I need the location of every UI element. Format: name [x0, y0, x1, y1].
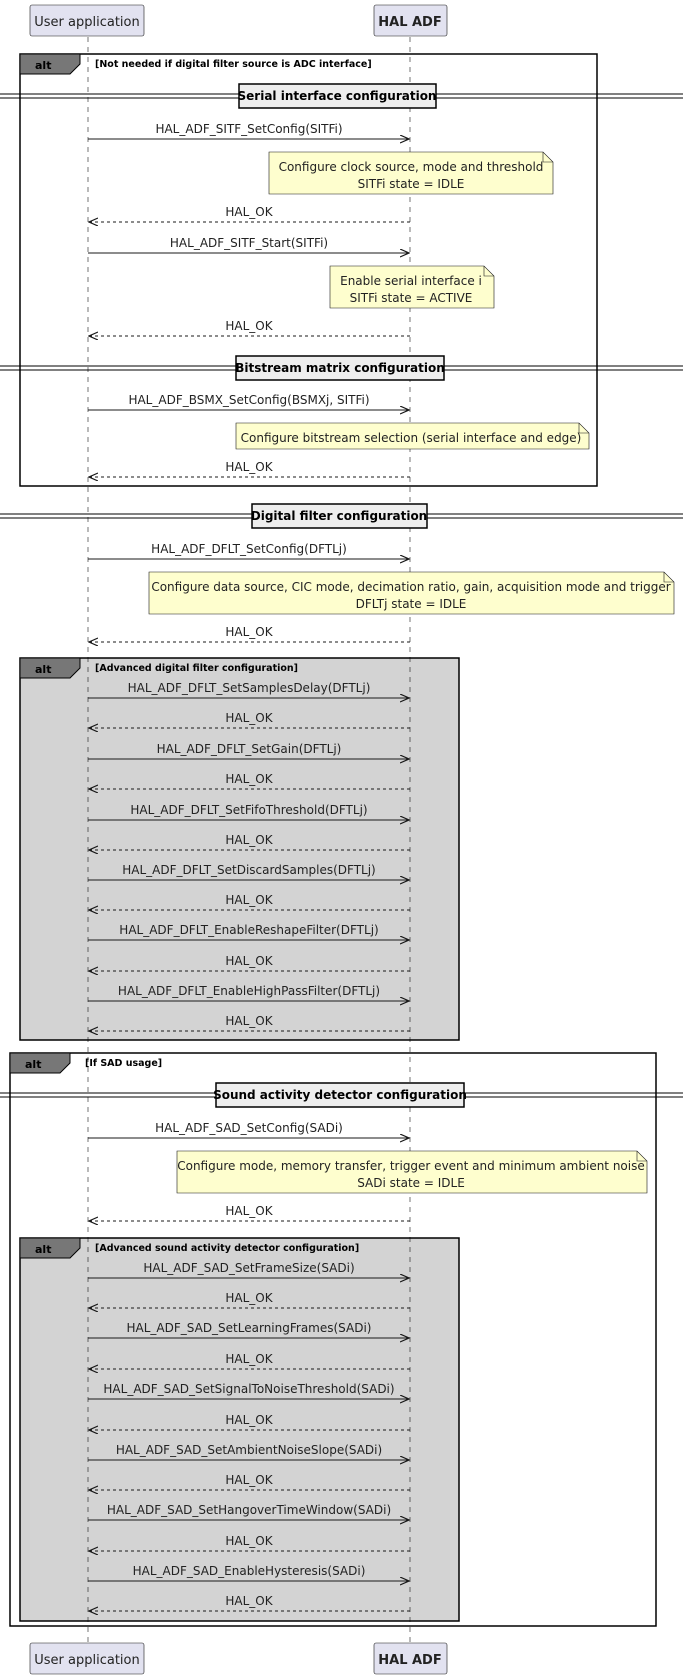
- message-label: HAL_ADF_DFLT_SetDiscardSamples(DFTLj): [122, 863, 376, 877]
- message-label: HAL_OK: [225, 1594, 273, 1608]
- svg-text:SITFi state = IDLE: SITFi state = IDLE: [357, 177, 465, 191]
- message-label: HAL_OK: [225, 1352, 273, 1366]
- message-label: HAL_OK: [225, 1204, 273, 1218]
- message-label: HAL_ADF_SAD_SetAmbientNoiseSlope(SADi): [115, 1443, 383, 1457]
- message-label: HAL_OK: [225, 1473, 273, 1487]
- svg-text:Sound activity detector config: Sound activity detector configuration: [213, 1088, 467, 1102]
- svg-text:Digital filter configuration: Digital filter configuration: [250, 509, 428, 523]
- section-serial-interface: [0, 84, 683, 108]
- message-label: HAL_ADF_DFLT_EnableReshapeFilter(DFTLj): [119, 923, 379, 937]
- return-r3: [89, 460, 410, 477]
- message-label: HAL_OK: [225, 1413, 273, 1427]
- message-label: HAL_OK: [225, 833, 273, 847]
- message-label: HAL_ADF_DFLT_SetConfig(DFTLj): [151, 542, 347, 556]
- message-label: HAL_ADF_SAD_SetFrameSize(SADi): [143, 1261, 355, 1275]
- message-label: HAL_ADF_DFLT_EnableHighPassFilter(DFTLj): [117, 984, 381, 998]
- svg-text:Configure data source, CIC mod: Configure data source, CIC mode, decimation ratio, gain, acquisition mode and trigger: [151, 580, 671, 594]
- messages: [88, 122, 410, 1611]
- alt-frame-digital-source: [20, 54, 597, 486]
- message-label: HAL_ADF_SAD_EnableHysteresis(SADi): [132, 1564, 366, 1578]
- message-label: HAL_ADF_SAD_SetConfig(SADi): [155, 1121, 343, 1135]
- svg-text:SADi state = IDLE: SADi state = IDLE: [357, 1176, 465, 1190]
- message-m11: [88, 1121, 409, 1138]
- message-label: HAL_ADF_SITF_Start(SITFi): [169, 236, 329, 250]
- svg-text:HAL ADF: HAL ADF: [378, 1653, 442, 1668]
- svg-text:HAL ADF: HAL ADF: [378, 15, 442, 30]
- message-label: HAL_OK: [225, 711, 273, 725]
- message-label: HAL_OK: [225, 319, 273, 333]
- svg-text:alt: alt: [35, 59, 52, 72]
- message-label: HAL_ADF_SAD_SetSignalToNoiseThreshold(SADi): [103, 1382, 395, 1396]
- message-label: HAL_ADF_SITF_SetConfig(SITFi): [155, 122, 343, 136]
- message-label: HAL_OK: [225, 625, 273, 639]
- svg-text:User application: User application: [34, 15, 140, 30]
- message-label: HAL_OK: [225, 893, 273, 907]
- svg-text:[Advanced digital filter confi: [Advanced digital filter configuration]: [95, 663, 298, 674]
- message-m1: [88, 122, 409, 139]
- note-enable-serial: [330, 266, 494, 308]
- message-m4: [88, 542, 409, 559]
- svg-text:Bitstream matrix configuration: Bitstream matrix configuration: [235, 361, 445, 375]
- svg-text:Serial interface configuration: Serial interface configuration: [237, 89, 437, 103]
- svg-text:alt: alt: [35, 663, 52, 676]
- svg-text:[Not needed if digital filter: [Not needed if digital filter source is ADC interface]: [95, 59, 372, 70]
- participant-hal-bottom: [374, 1643, 447, 1674]
- message-label: HAL_ADF_DFLT_SetSamplesDelay(DFTLj): [127, 681, 371, 695]
- return-r11: [89, 1204, 410, 1221]
- message-label: HAL_OK: [225, 460, 273, 474]
- svg-text:[Advanced sound activity detec: [Advanced sound activity detector configuration]: [95, 1243, 360, 1254]
- svg-text:SITFi state = ACTIVE: SITFi state = ACTIVE: [349, 291, 473, 305]
- participant-user-bottom: [30, 1643, 144, 1674]
- svg-text:Configure clock source, mode a: Configure clock source, mode and threshold: [278, 160, 544, 174]
- note-configure-clock: [269, 152, 553, 194]
- participant-user-top: [30, 5, 144, 36]
- message-label: HAL_ADF_SAD_SetHangoverTimeWindow(SADi): [106, 1503, 392, 1517]
- note-bitstream-selection: [236, 423, 589, 449]
- svg-text:DFLTj state = IDLE: DFLTj state = IDLE: [355, 597, 467, 611]
- svg-text:Enable serial interface i: Enable serial interface i: [340, 274, 482, 288]
- message-label: HAL_OK: [225, 1014, 273, 1028]
- message-label: HAL_OK: [225, 205, 273, 219]
- message-label: HAL_ADF_DFLT_SetFifoThreshold(DFTLj): [130, 803, 368, 817]
- return-r1: [89, 205, 410, 222]
- section-bitstream-matrix: [0, 356, 683, 380]
- svg-text:[If SAD usage]: [If SAD usage]: [85, 1058, 163, 1069]
- svg-text:alt: alt: [35, 1243, 52, 1256]
- message-label: HAL_OK: [225, 1534, 273, 1548]
- return-r4: [89, 625, 410, 642]
- participant-hal-top: [374, 5, 447, 36]
- svg-text:Configure mode, memory transfe: Configure mode, memory transfer, trigger event and minimum ambient noise: [177, 1159, 645, 1173]
- message-label: HAL_OK: [225, 772, 273, 786]
- message-label: HAL_ADF_DFLT_SetGain(DFTLj): [156, 742, 342, 756]
- svg-text:Configure bitstream selection: Configure bitstream selection (serial interface and edge): [240, 431, 582, 445]
- message-label: HAL_OK: [225, 954, 273, 968]
- section-digital-filter: [0, 504, 683, 528]
- svg-text:alt: alt: [25, 1058, 42, 1071]
- message-m3: [88, 393, 409, 410]
- message-m2: [88, 236, 409, 253]
- section-sound-activity-detector: [0, 1083, 683, 1107]
- return-r2: [89, 319, 410, 336]
- note-configure-data-source: [149, 572, 674, 614]
- note-configure-sad-mode: [177, 1151, 647, 1193]
- svg-text:User application: User application: [34, 1653, 140, 1668]
- message-label: HAL_ADF_SAD_SetLearningFrames(SADi): [126, 1321, 372, 1335]
- message-label: HAL_ADF_BSMX_SetConfig(BSMXj, SITFi): [128, 393, 370, 407]
- message-label: HAL_OK: [225, 1291, 273, 1305]
